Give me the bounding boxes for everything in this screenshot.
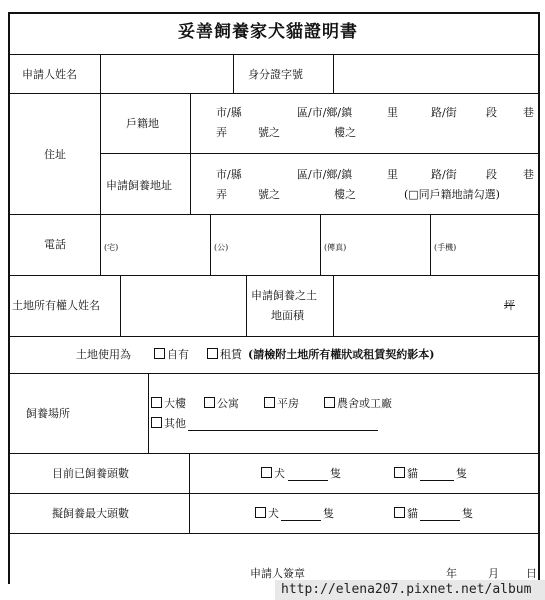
max-cat[interactable] (394, 507, 418, 520)
applicant-name-label: 申請人姓名 (22, 68, 77, 81)
max-count-label: 擬飼養最大頭數 (52, 507, 129, 520)
keeping-place-label: 飼養場所 (26, 407, 70, 420)
vline-applicant-3 (333, 54, 334, 94)
rent-checkbox[interactable] (207, 348, 218, 359)
own-checkbox[interactable] (154, 348, 165, 359)
land-usage-label: 土地使用為 (76, 348, 131, 361)
max-dog-checkbox[interactable] (255, 507, 266, 518)
border-top (8, 12, 540, 14)
place-bungalow-label: 平房 (277, 397, 299, 410)
place-bungalow-checkbox[interactable] (264, 397, 275, 408)
row-line-5 (8, 275, 540, 276)
keep-city: 市/縣 (216, 168, 242, 181)
land-usage-note: (請檢附土地所有權狀或租賃契約影本) (248, 348, 435, 361)
reg-section: 段 (486, 106, 497, 119)
max-cat-checkbox[interactable] (394, 507, 405, 518)
phone-fax-label: (傳真) (324, 243, 347, 252)
current-cat[interactable] (394, 467, 418, 480)
vline-applicant-1 (100, 54, 101, 94)
reg-village: 里 (387, 106, 398, 119)
place-option-building[interactable] (151, 397, 186, 410)
id-number-label: 身分證字號 (248, 68, 303, 81)
watermark-url: http://elena207.pixnet.net/album (275, 580, 545, 600)
place-option-other[interactable] (151, 417, 186, 430)
keep-lane: 巷 (523, 168, 534, 181)
vline-land-2 (246, 275, 247, 337)
current-count-label: 目前已飼養頭數 (52, 467, 129, 480)
land-rent-option[interactable] (207, 348, 242, 361)
vline-address-2 (190, 93, 191, 215)
current-dog-input[interactable] (288, 480, 328, 481)
row-line-3 (100, 153, 540, 154)
place-building-checkbox[interactable] (151, 397, 162, 408)
reg-lane: 巷 (523, 106, 534, 119)
place-other-label: 其他 (164, 417, 186, 430)
place-farm-checkbox[interactable] (324, 397, 335, 408)
current-cat-input[interactable] (420, 480, 454, 481)
land-owner-label: 土地所有權人姓名 (12, 299, 100, 312)
row-line-8 (8, 453, 540, 454)
row-line-7 (8, 373, 540, 374)
current-cat-checkbox[interactable] (394, 467, 405, 478)
place-other-input[interactable] (188, 430, 378, 431)
max-dog-unit: 隻 (323, 507, 334, 520)
reg-district: 區/市/鄉/鎮 (297, 106, 353, 119)
vline-phone-4 (430, 214, 431, 276)
current-dog-label: 犬 (274, 467, 285, 480)
rent-label: 租賃 (220, 348, 242, 361)
reg-city: 市/縣 (216, 106, 242, 119)
land-area-label-2: 地面積 (271, 309, 304, 322)
sign-year: 年 (446, 567, 457, 580)
row-line-4 (8, 214, 540, 215)
max-cat-unit: 隻 (462, 507, 473, 520)
vline-phone-2 (210, 214, 211, 276)
form-title: 妥善飼養家犬貓證明書 (178, 22, 358, 42)
max-cat-label: 貓 (407, 507, 418, 520)
same-as-registered-checkbox[interactable]: (□同戶籍地請勾選) (404, 188, 500, 201)
place-apartment-checkbox[interactable] (204, 397, 215, 408)
max-dog[interactable] (255, 507, 279, 520)
vline-current (189, 453, 190, 534)
keep-alley: 弄 (216, 188, 227, 201)
border-right (538, 12, 540, 584)
phone-label: 電話 (44, 238, 66, 251)
keep-village: 里 (387, 168, 398, 181)
place-building-label: 大樓 (164, 397, 186, 410)
reg-floor: 樓之 (334, 126, 356, 139)
phone-office-label: (公) (214, 243, 229, 252)
vline-phone-1 (100, 214, 101, 276)
place-farm-label: 農舍或工廠 (337, 397, 392, 410)
vline-land-1 (120, 275, 121, 337)
current-cat-label: 貓 (407, 467, 418, 480)
keep-floor: 樓之 (334, 188, 356, 201)
max-dog-input[interactable] (281, 520, 321, 521)
place-option-bungalow[interactable] (264, 397, 299, 410)
registered-address-label: 戶籍地 (126, 117, 159, 130)
own-label: 自有 (167, 348, 189, 361)
place-apartment-label: 公寓 (217, 397, 239, 410)
keep-number: 號之 (258, 188, 280, 201)
row-line-2 (8, 93, 540, 94)
reg-alley: 弄 (216, 126, 227, 139)
reg-number: 號之 (258, 126, 280, 139)
border-left (8, 12, 10, 584)
reg-road: 路/街 (431, 106, 457, 119)
keep-road: 路/街 (431, 168, 457, 181)
vline-applicant-2 (233, 54, 234, 94)
vline-phone-3 (320, 214, 321, 276)
max-dog-label: 犬 (268, 507, 279, 520)
place-option-farm[interactable] (324, 397, 392, 410)
max-cat-input[interactable] (420, 520, 460, 521)
row-line-10 (8, 533, 540, 534)
phone-home-label: (宅) (104, 243, 119, 252)
land-area-label-1: 申請飼養之土 (251, 289, 317, 302)
row-line-9 (8, 493, 540, 494)
row-line-6 (8, 336, 540, 337)
current-dog-checkbox[interactable] (261, 467, 272, 478)
keep-section: 段 (486, 168, 497, 181)
vline-land-3 (333, 275, 334, 337)
land-own-option[interactable] (154, 348, 189, 361)
keep-district: 區/市/鄉/鎮 (297, 168, 353, 181)
address-label: 住址 (44, 148, 66, 161)
row-line-1 (8, 54, 540, 55)
current-dog[interactable] (261, 467, 285, 480)
applicant-signature-label: 申請人簽章 (250, 567, 305, 580)
sign-month: 月 (488, 567, 499, 580)
land-area-unit: 坪 (504, 299, 515, 312)
sign-day: 日 (526, 567, 537, 580)
phone-mobile-label: (手機) (434, 243, 457, 252)
vline-address-1 (100, 93, 101, 215)
current-cat-unit: 隻 (456, 467, 467, 480)
vline-place (148, 373, 149, 454)
place-option-apartment[interactable] (204, 397, 239, 410)
keeping-address-label: 申請飼養地址 (106, 179, 172, 192)
place-other-checkbox[interactable] (151, 417, 162, 428)
current-dog-unit: 隻 (330, 467, 341, 480)
